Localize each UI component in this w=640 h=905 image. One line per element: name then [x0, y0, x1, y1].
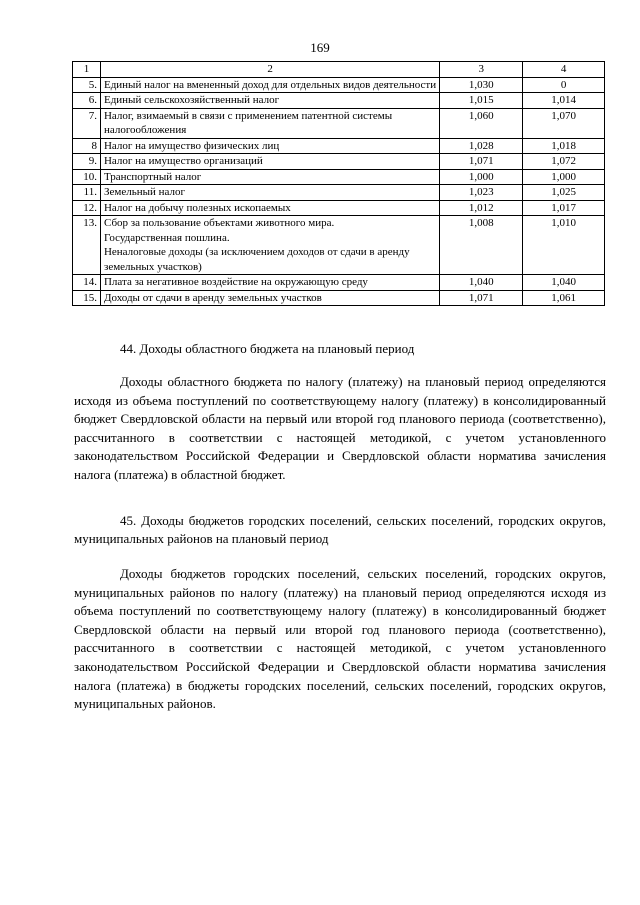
row-value-4: 1,025	[523, 185, 605, 201]
row-number: 6.	[73, 93, 101, 109]
row-value-3: 1,015	[440, 93, 523, 109]
row-number: 15.	[73, 290, 101, 306]
row-name: Налог на имущество физических лиц	[100, 138, 439, 154]
table-row	[73, 138, 605, 154]
row-name: Плата за негативное воздействие на окружающую среду	[100, 275, 439, 291]
row-name: Налог на добычу полезных ископаемых	[100, 200, 439, 216]
row-number: 12.	[73, 200, 101, 216]
row-number: 11.	[73, 185, 101, 201]
row-value-3: 1,000	[440, 169, 523, 185]
page-number: 169	[310, 40, 330, 55]
row-value-3: 1,040	[440, 275, 523, 291]
row-value-4: 1,017	[523, 200, 605, 216]
header-cell: 4	[523, 62, 605, 78]
row-value-3: 1,060	[440, 108, 523, 138]
row-name	[100, 216, 439, 275]
row-number: 9.	[73, 154, 101, 170]
row-number: 8	[73, 138, 101, 154]
table-row	[73, 77, 605, 93]
row-name: Налог на имущество организаций	[100, 154, 439, 170]
row-value-3: 1,008	[440, 216, 523, 275]
row-number: 14.	[73, 275, 101, 291]
row-number: 13.	[73, 216, 101, 275]
row-value-4: 1,000	[523, 169, 605, 185]
row-value-4: 1,061	[523, 290, 605, 306]
section-45-heading: 45. Доходы бюджетов городских поселений, сельских поселений, городских округов, муниципальных районов на плановый период	[74, 513, 606, 546]
row-name-line: Неналоговые доходы (за исключением доходов от сдачи в аренду земельных участков)	[103, 246, 410, 273]
row-value-4: 0	[523, 77, 605, 93]
row-value-3: 1,071	[440, 290, 523, 306]
header-cell: 2	[100, 62, 439, 78]
coefficients-table	[72, 61, 605, 306]
row-number: 7.	[73, 108, 101, 138]
header-cell: 3	[440, 62, 523, 78]
row-name: Транспортный налог	[100, 169, 439, 185]
table-row	[73, 185, 605, 201]
row-value-4: 1,072	[523, 154, 605, 170]
row-value-4: 1,040	[523, 275, 605, 291]
row-value-3: 1,030	[440, 77, 523, 93]
row-value-3: 1,023	[440, 185, 523, 201]
table-row	[73, 290, 605, 306]
row-value-4: 1,014	[523, 93, 605, 109]
row-name-line: Сбор за пользование объектами животного мира.	[103, 217, 335, 229]
row-name: Доходы от сдачи в аренду земельных участков	[100, 290, 439, 306]
table-row	[73, 200, 605, 216]
row-value-4: 1,070	[523, 108, 605, 138]
header-cell: 1	[73, 62, 101, 78]
section-45-paragraph: Доходы бюджетов городских поселений, сельских поселений, городских округов, муниципальных районов по налогу (платежу) на плановый период определяются исходя из объема поступлений по соответствующему налогу (платежу) в консолидированный бюджет Свердловской области на первый или второй год планового периода (соответственно), рассчитанного в соответствии с настоящей методикой, с учетом установленного законодательством Российской Федерации и Свердловской области норматива зачисления налога (платежа) в бюджеты городских поселений, сельских поселений, городских округов, муниципальных районов.	[74, 566, 606, 712]
section-44-paragraph: Доходы областного бюджета по налогу (платежу) на плановый период определяются исходя из объема поступлений по соответствующему налогу (платежу) в консолидированный бюджет Свердловской области на первый или второй год планового периода (соответственно), рассчитанного в соответствии с настоящей методикой, с учетом установленного законодательством Российской Федерации и Свердловской области норматива зачисления налога (платежа) в областной бюджет.	[74, 374, 606, 482]
row-name-line: Государственная пошлина.	[103, 231, 230, 244]
row-name: Налог, взимаемый в связи с применением патентной системы налогообложения	[100, 108, 439, 138]
table-row	[73, 154, 605, 170]
table-row	[73, 108, 605, 138]
table-row	[73, 169, 605, 185]
row-value-3: 1,028	[440, 138, 523, 154]
row-value-4: 1,018	[523, 138, 605, 154]
row-value-3: 1,012	[440, 200, 523, 216]
section-44-heading: 44. Доходы областного бюджета на плановый период	[120, 341, 415, 356]
row-value-4: 1,010	[523, 216, 605, 275]
row-number: 5.	[73, 77, 101, 93]
table-row	[73, 275, 605, 291]
row-name: Единый налог на вмененный доход для отдельных видов деятельности	[100, 77, 439, 93]
row-name: Единый сельскохозяйственный налог	[100, 93, 439, 109]
row-number: 10.	[73, 169, 101, 185]
table-row	[73, 93, 605, 109]
table-row	[73, 216, 605, 275]
table-header-row	[73, 62, 605, 78]
row-value-3: 1,071	[440, 154, 523, 170]
row-name: Земельный налог	[100, 185, 439, 201]
